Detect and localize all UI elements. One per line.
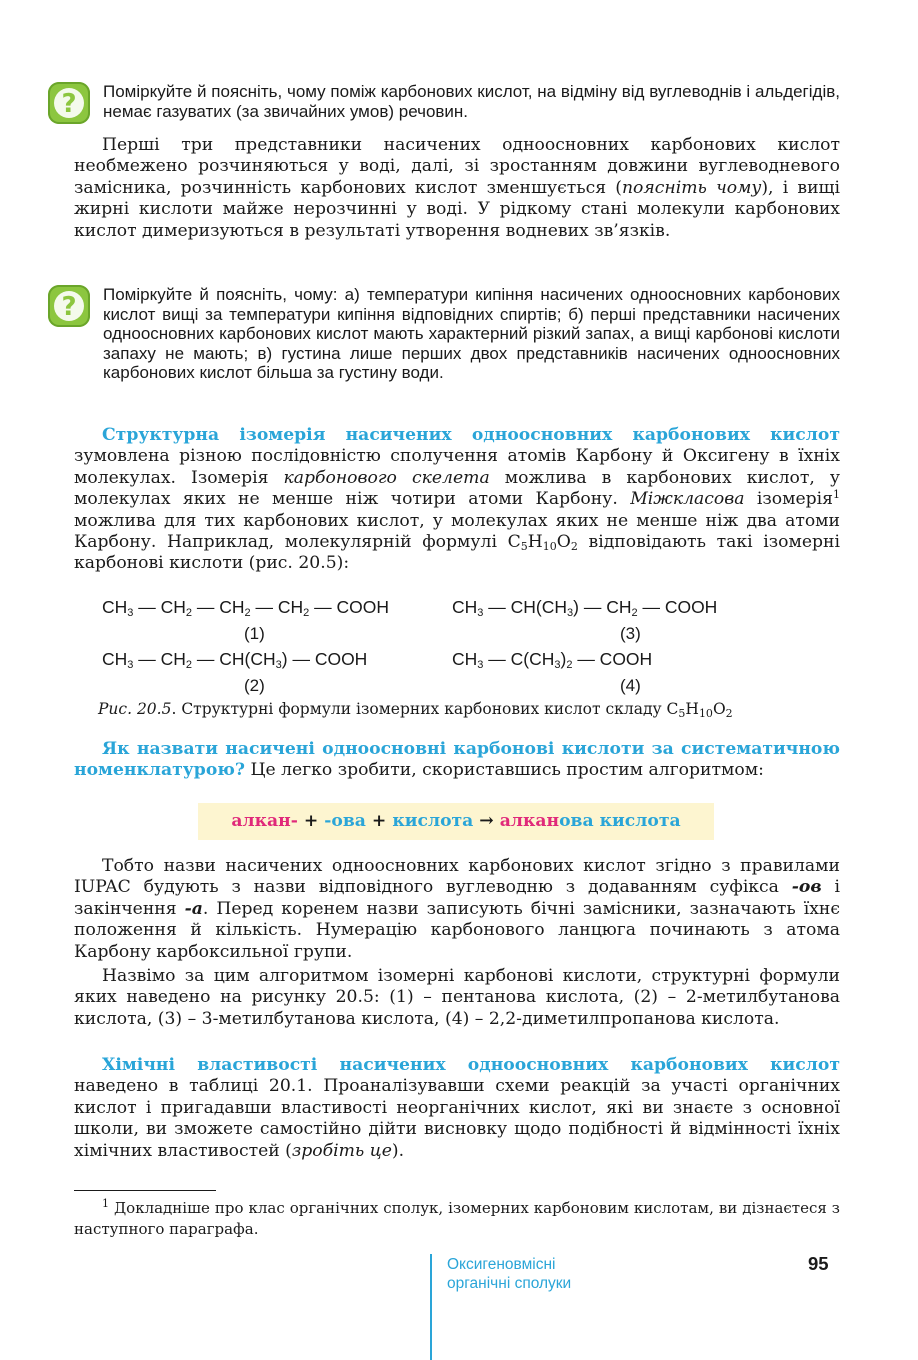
footer-section-name: Оксигеновмісні органічні сполуки [447, 1256, 572, 1292]
heading-chemical-properties: Хімічні властивості насичених одноосновних карбонових кислот [102, 1055, 840, 1075]
question-mark-icon [48, 82, 90, 124]
question-block-1 [48, 82, 840, 121]
formula-2-number: (2) [244, 676, 265, 695]
question-mark-icon [48, 285, 90, 327]
paragraph-isomerism: Структурна ізомерія насичених одноосновних карбонових кислот зумовлена різною послідовністю сполучення атомів Карбону й Оксигену в їхніх молекулах. Ізомерія карбонового скелета можлива в карбонових кислот, у молекулах яких не менше ніж чотири атоми Карбону. Міжкласова ізомерія$^1$ можлива для тих карбонових кислот, у молекулах яких не менше ніж два атоми Карбону. Наприклад, молекулярній формулі $C_5H_{10}O_2$ відповідають такі ізомерні карбонові кислоти (рис. 20.5): [74, 425, 841, 574]
formula-4: $CH_3$ — $C(CH_3)_2$ — COOH [452, 649, 653, 671]
paragraph-nomenclature: Як назвати насичені одноосновні карбонові кислоти за систематичною номенклатурою? Це легко зробити, скориставшись простим алгоритмом: [74, 739, 840, 781]
paragraph-solubility: Перші три представники насичених одноосновних карбонових кислот необмежено розчиняються у воді, далі, зі зростанням довжини вуглеводневого замісника, розчинність карбонових кислот зменшується (поясніть чому), і вищі жирні кислоти майже нерозчинні у воді. У рідкому стані молекули карбонових кислот димеризуються в результаті утворення водневих зв’язків. [74, 135, 841, 241]
page-number: 95 [808, 1253, 829, 1274]
formula-1: $CH_3$ — $CH_2$ — $CH_2$ — $CH_2$ — COOH [102, 597, 390, 619]
footnote: $^1$ Докладніше про клас органічних сполук, ізомерних карбоновим кислотам, ви дізнаєтеся з наступного параграфа. [74, 1197, 840, 1238]
footer-divider-line [430, 1254, 432, 1360]
formula-1-number: (1) [244, 624, 265, 643]
paragraph-iupac: Тобто назви насичених одноосновних карбонових кислот згідно з правилами IUPAC будують з назви відповідного вуглеводню з додаванням суфікса -ов і закінчення -а. Перед коренем назви записують бічні замісники, зазначають їхнє положення й кількість. Нумерацію карбонового ланцюга починають з атома Карбону карбоксильної групи. [74, 856, 840, 962]
formula-3: $CH_3$ — $CH(CH_3)$ — $CH_2$ — COOH [452, 597, 718, 619]
question-block-2 [48, 285, 840, 383]
footnote-divider [74, 1190, 216, 1191]
figure-caption: Рис. 20.5. Структурні формули ізомерних карбонових кислот складу $C_5H_{10}O_2$ [98, 700, 733, 720]
question-2-text: Поміркуйте й поясніть, чому: а) температури кипіння насичених одноосновних карбонових кислот вищі за температури кипіння відповідних спиртів; б) перші представники насичених одноосновних карбонових кислот мають характерний різкий запах, а вищі карбонові кислоти запаху не мають; в) густина лише перших двох представників насичених одноосновних карбонових кислот більша за густину води. [103, 285, 840, 383]
question-1-text: Поміркуйте й поясніть, чому поміж карбонових кислот, на відміну від вуглеводнів і альдегідів, немає газуватих (за звичайних умов) речовин. [103, 82, 840, 121]
formula-3-number: (3) [620, 624, 641, 643]
paragraph-chemical-properties: Хімічні властивості насичених одноосновних карбонових кислот наведено в таблиці 20.1. Проаналізувавши схеми реакцій за участі органічних кислот і пригадавши властивості неорганічних кислот, які ви знаєте з основної школи, ви зможете самостійно дійти висновку щодо подібності й відмінності їхніх хімічних властивостей (зробіть це). [74, 1055, 840, 1161]
paragraph-naming-examples: Назвімо за цим алгоритмом ізомерні карбонові кислоти, структурні формули яких наведено на рисунку 20.5: (1) – пентанова кислота, (2) – 2-метилбутанова кислота, (3) – 3-метилбутанова кислота, (4) – 2,2-диметилпропанова кислота. [74, 966, 840, 1029]
svg-text:?: ? [61, 89, 77, 119]
naming-algorithm-box: алкан- + -ова + кислота → алканова кислота [198, 803, 714, 840]
heading-structural-isomerism: Структурна ізомерія насичених одноосновних карбонових кислот [102, 425, 840, 445]
svg-text:?: ? [61, 292, 77, 322]
formula-4-number: (4) [620, 676, 641, 695]
heading-nomenclature: Як назвати насичені одноосновні карбонові кислоти за систематичною номенклатурою? [74, 739, 840, 781]
formula-2: $CH_3$ — $CH_2$ — $CH(CH_3)$ — COOH [102, 649, 368, 671]
